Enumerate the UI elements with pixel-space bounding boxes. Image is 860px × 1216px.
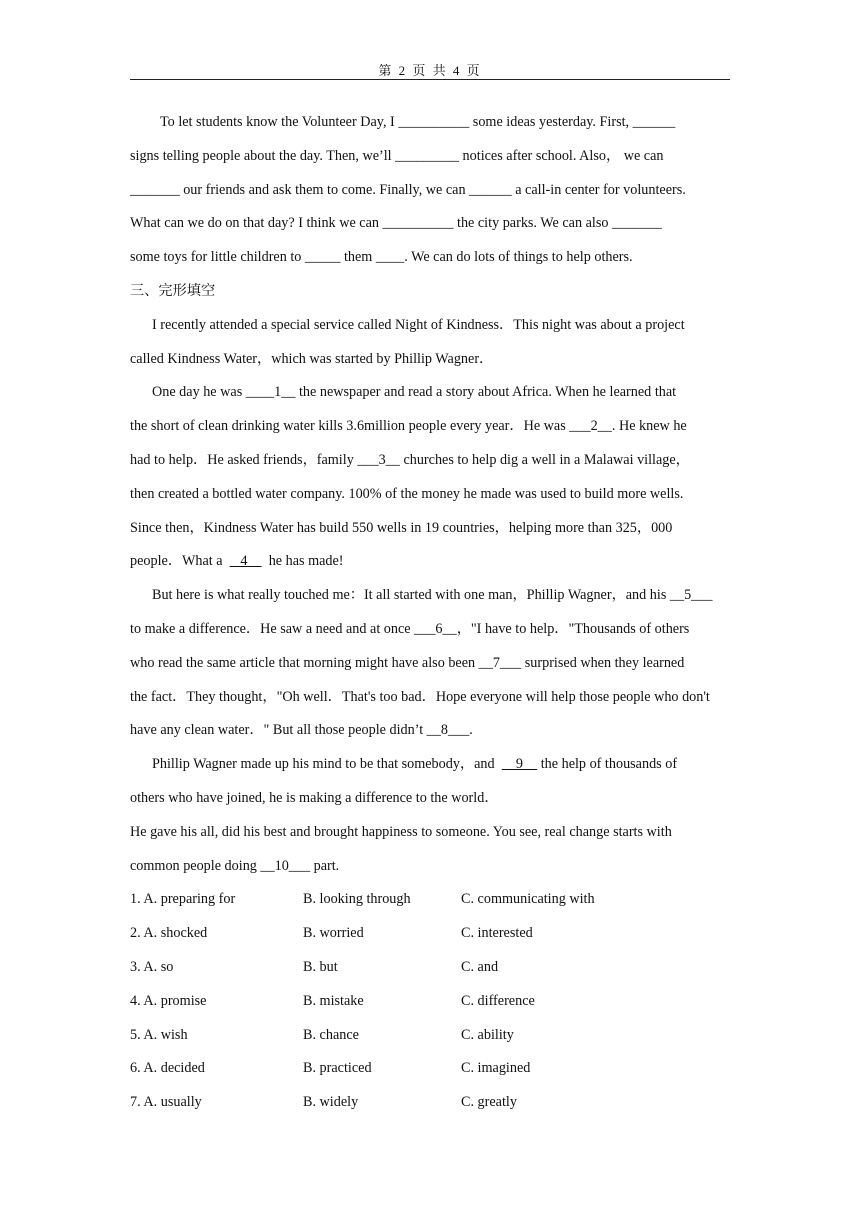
option-c: C. interested bbox=[461, 925, 533, 942]
option-c: C. communicating with bbox=[461, 891, 595, 908]
blank-9: 9 bbox=[501, 756, 538, 773]
option-b: B. widely bbox=[303, 1094, 359, 1111]
option-c: C. and bbox=[461, 958, 499, 975]
paragraph-line: then created a bottled water company. 100% of the money he made was used to build more wells. bbox=[130, 485, 684, 502]
paragraph-line: called Kindness Water，which was started by Phillip Wagner． bbox=[130, 350, 494, 367]
option-row bbox=[130, 917, 730, 951]
option-a: 1. A. preparing for bbox=[130, 891, 236, 908]
fill-in-passage bbox=[130, 106, 730, 275]
passage-line: _______ our friends and ask them to come. Finally, we can ______ a call-in center for volunteers. bbox=[130, 181, 686, 198]
paragraph-line: have any clean water．" But all those people didn’t __8___. bbox=[130, 722, 473, 739]
passage-line: To let students know the Volunteer Day, I __________ some ideas yesterday. First, ______ bbox=[160, 114, 676, 130]
paragraph-line bbox=[130, 748, 730, 782]
text-segment: people．What a bbox=[130, 553, 230, 570]
cloze-paragraph-3 bbox=[130, 579, 730, 748]
option-b: B. looking through bbox=[303, 891, 411, 908]
text-segment: he has made! bbox=[261, 553, 344, 570]
paragraph-line: to make a difference．He saw a need and at once ___6__，"I have to help．"Thousands of others bbox=[130, 620, 690, 637]
option-row bbox=[130, 883, 730, 917]
passage-line: What can we do on that day? I think we can __________ the city parks. We can also _______ bbox=[130, 215, 662, 232]
option-c: C. ability bbox=[461, 1026, 514, 1043]
paragraph-line: But here is what really touched me：It all started with one man，Phillip Wagner，and his __5___ bbox=[152, 587, 713, 604]
option-a: 4. A. promise bbox=[130, 992, 207, 1009]
option-c: C. greatly bbox=[461, 1094, 517, 1111]
paragraph-line: He gave his all, did his best and brought happiness to someone. You see, real change starts with bbox=[130, 823, 672, 840]
paragraph-line: who read the same article that morning might have also been __7___ surprised when they learned bbox=[130, 654, 685, 671]
section-title: 三、完形填空 bbox=[130, 282, 216, 299]
blank-4: 4 bbox=[229, 553, 262, 570]
paragraph-line: I recently attended a special service called Night of Kindness．This night was about a project bbox=[152, 316, 685, 333]
paragraph-line: the fact．They thought，"Oh well．That's too bad．Hope everyone will help those people who don't bbox=[130, 688, 710, 705]
paragraph-line: One day he was ____1__ the newspaper and read a story about Africa. When he learned that bbox=[152, 384, 677, 401]
option-b: B. but bbox=[303, 958, 338, 975]
passage-line: signs telling people about the day. Then, we’ll _________ notices after school. Also， we can bbox=[130, 147, 664, 164]
header-divider bbox=[130, 79, 730, 80]
option-a: 7. A. usually bbox=[130, 1094, 202, 1111]
paragraph-line: the short of clean drinking water kills 3.6million people every year．He was ___2__. He knew he bbox=[130, 418, 687, 435]
option-a: 2. A. shocked bbox=[130, 925, 208, 942]
paragraph-line: had to help．He asked friends，family ___3__ churches to help dig a well in a Malawai village， bbox=[130, 451, 690, 468]
option-a: 6. A. decided bbox=[130, 1060, 205, 1077]
option-a: 5. A. wish bbox=[130, 1026, 188, 1043]
page-header: 第 2 页 共 4 页 bbox=[378, 63, 482, 78]
paragraph-line: others who have joined, he is making a difference to the world． bbox=[130, 789, 499, 806]
paragraph-line: common people doing __10___ part. bbox=[130, 857, 340, 874]
option-c: C. imagined bbox=[461, 1060, 531, 1077]
option-row bbox=[130, 985, 730, 1019]
option-b: B. worried bbox=[303, 925, 364, 942]
option-row bbox=[130, 1019, 730, 1053]
text-segment: Phillip Wagner made up his mind to be that somebody，and bbox=[152, 756, 502, 773]
option-b: B. mistake bbox=[303, 992, 364, 1009]
option-c: C. difference bbox=[461, 992, 535, 1009]
document-body bbox=[130, 106, 730, 1120]
answer-options bbox=[130, 883, 730, 1120]
option-a: 3. A. so bbox=[130, 958, 174, 975]
option-row bbox=[130, 1086, 730, 1120]
cloze-paragraph-4 bbox=[130, 748, 730, 816]
option-b: B. chance bbox=[303, 1026, 359, 1043]
paragraph-line: Since then，Kindness Water has build 550 wells in 19 countries，helping more than 325，000 bbox=[130, 519, 673, 536]
cloze-paragraph-2 bbox=[130, 376, 730, 579]
cloze-paragraph-1 bbox=[130, 309, 730, 377]
option-row bbox=[130, 1052, 730, 1086]
text-segment: the help of thousands of bbox=[537, 756, 678, 773]
option-b: B. practiced bbox=[303, 1060, 372, 1077]
option-row bbox=[130, 951, 730, 985]
passage-line: some toys for little children to _____ them ____. We can do lots of things to help others. bbox=[130, 249, 633, 266]
cloze-paragraph-5 bbox=[130, 816, 730, 884]
paragraph-line bbox=[130, 545, 730, 579]
